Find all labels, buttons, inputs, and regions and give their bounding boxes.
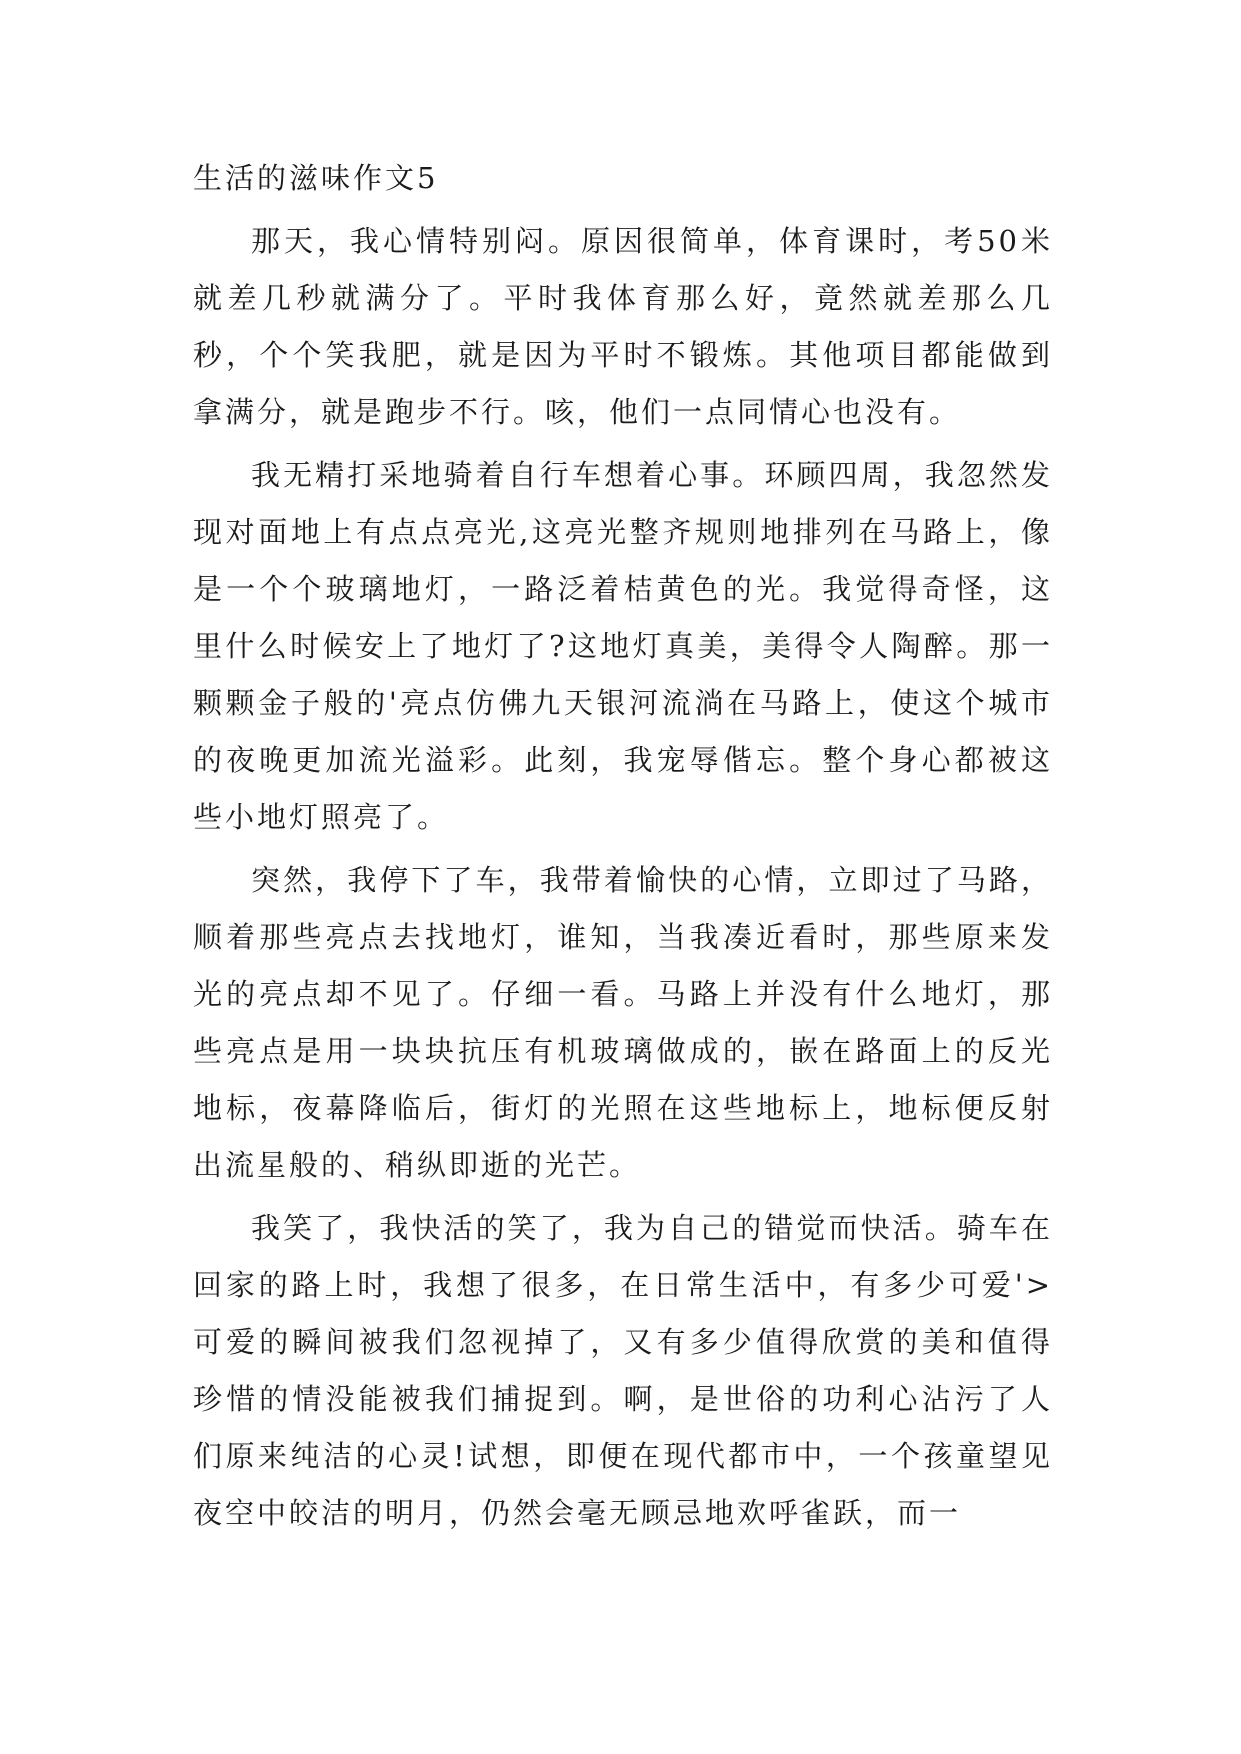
paragraph-3: 突然，我停下了车，我带着愉快的心情，立即过了马路，顺着那些亮点去找地灯，谁知，当我凑近看时，那些原来发光的亮点却不见了。仔细一看。马路上并没有什么地灯，那些亮点是用一块块抗压有机玻璃做成的，嵌在路面上的反光地标，夜幕降临后，街灯的光照在这些地标上，地标便反射出流星般的、稍纵即逝的光芒。 xyxy=(193,863,1053,1182)
document-body xyxy=(193,150,1053,1548)
paragraph-2: 我无精打采地骑着自行车想着心事。环顾四周，我忽然发现对面地上有点点亮光,这亮光整齐规则地排列在马路上，像是一个个玻璃地灯，一路泛着桔黄色的光。我觉得奇怪，这里什么时候安上了地灯了?这地灯真美，美得令人陶醉。那一颗颗金子般的'亮点仿佛九天银河流淌在马路上，使这个城市的夜晚更加流光溢彩。此刻，我宠辱偕忘。整个身心都被这些小地灯照亮了。 xyxy=(193,458,1053,834)
document-title: 生活的滋味作文5 xyxy=(193,161,439,195)
paragraph-1: 那天，我心情特别闷。原因很简单，体育课时，考50米就差几秒就满分了。平时我体育那么好，竟然就差那么几秒，个个笑我肥，就是因为平时不锻炼。其他项目都能做到拿满分，就是跑步不行。咳，他们一点同情心也没有。 xyxy=(193,224,1053,429)
paragraph-4: 我笑了，我快活的笑了，我为自己的错觉而快活。骑车在回家的路上时，我想了很多，在日常生活中，有多少可爱'>可爱的瞬间被我们忽视掉了，又有多少值得欣赏的美和值得珍惜的情没能被我们捕捉到。啊，是世俗的功利心沾污了人们原来纯洁的心灵!试想，即便在现代都市中，一个孩童望见夜空中皎洁的明月，仍然会毫无顾忌地欢呼雀跃，而一 xyxy=(193,1211,1053,1530)
